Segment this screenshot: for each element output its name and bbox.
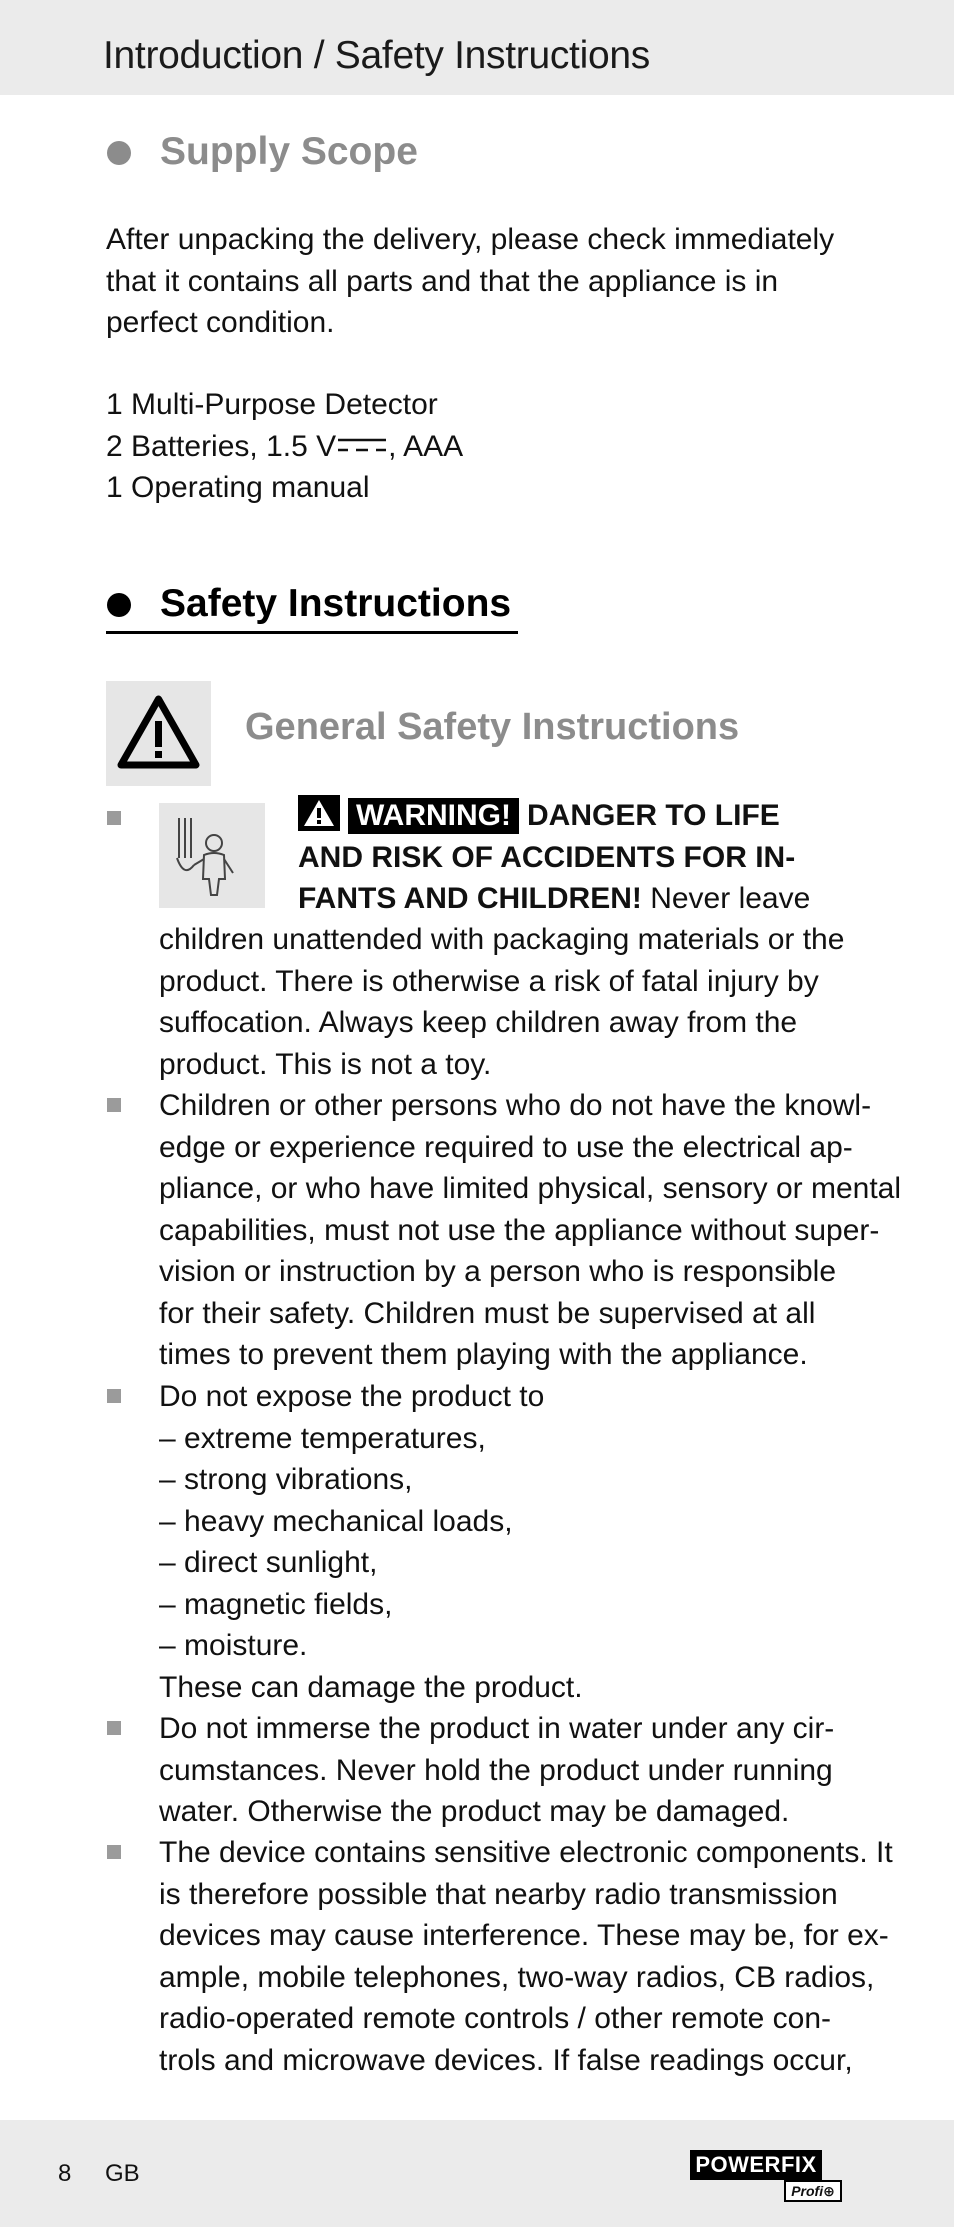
language-code: GB [105, 2160, 140, 2187]
text-line [298, 795, 858, 837]
supply-scope-heading: Supply Scope [160, 130, 418, 173]
list-item: 1 Operating manual [106, 471, 370, 504]
list-item [159, 1708, 859, 1833]
warning-icon-box [106, 681, 211, 786]
text-line: radio-operated remote controls / other remote con- [159, 2002, 831, 2035]
brand-logo-sub [784, 2180, 842, 2202]
text-line: – extreme temperatures, [159, 1421, 486, 1455]
page-header [0, 0, 954, 95]
plus-circle-icon: ⊕ [823, 2183, 835, 2199]
text-line: for their safety. Children must be supervised at all [159, 1296, 816, 1330]
text-line: product. This is not a toy. [159, 1047, 492, 1081]
text-line: Do not immerse the product in water under any cir- [159, 1712, 835, 1745]
text-line: Do not expose the product to [159, 1380, 545, 1413]
text-line: children unattended with packaging materials or the [159, 923, 845, 956]
warning-small-icon [298, 795, 340, 831]
text-line: capabilities, must not use the appliance without super- [159, 1213, 880, 1247]
page-footer [0, 2120, 954, 2227]
text-line: These can damage the product. [159, 1670, 583, 1704]
text-line: product. There is otherwise a risk of fatal injury by [159, 964, 819, 998]
text-line: perfect condition. [106, 306, 335, 339]
text-line: – magnetic fields, [159, 1587, 393, 1621]
brand-logo-main: POWERFIX [690, 2150, 822, 2180]
child-safety-icon [159, 803, 265, 908]
text-line: Children or other persons who do not have the knowl- [159, 1089, 872, 1122]
list-item [159, 1085, 902, 1376]
square-bullet-icon [107, 1845, 121, 1859]
text-line: The device contains sensitive electronic components. It [159, 1836, 893, 1869]
text-line: is therefore possible that nearby radio transmission [159, 1877, 838, 1911]
heading-underline [106, 631, 518, 634]
warning-bold-text: AND RISK OF ACCIDENTS FOR IN- [298, 840, 796, 874]
page-title: Introduction / Safety Instructions [103, 34, 650, 77]
text-line: – direct sunlight, [159, 1546, 378, 1579]
brand-logo-sub-text: Profi [791, 2183, 824, 2199]
square-bullet-icon [107, 1098, 121, 1112]
text-line: devices may cause interference. These may be, for ex- [159, 1919, 889, 1952]
warning-bold-text: FANTS AND CHILDREN! [298, 882, 642, 915]
square-bullet-icon [107, 811, 121, 825]
text-line: suffocation. Always keep children away from the [159, 1006, 798, 1039]
text-line: times to prevent them playing with the appliance. [159, 1338, 808, 1371]
text-line: vision or instruction by a person who is responsible [159, 1255, 837, 1288]
text-line: pliance, or who have limited physical, sensory or mental [159, 1172, 902, 1205]
text-line: trols and microwave devices. If false readings occur, [159, 2043, 853, 2077]
text-line: – moisture. [159, 1629, 308, 1662]
supply-scope-paragraph [106, 219, 886, 344]
text-line: – heavy mechanical loads, [159, 1504, 513, 1538]
safety-instructions-heading: Safety Instructions [160, 582, 512, 625]
brand-logo [690, 2148, 850, 2198]
dc-symbol-icon [336, 428, 388, 454]
list-item-text: 2 Batteries, 1.5 V [106, 429, 337, 463]
warning-text-block [298, 795, 858, 920]
list-item: 1 Multi-Purpose Detector [106, 388, 438, 421]
child-warning-icon-box [159, 803, 265, 908]
list-item-text: , AAA [388, 429, 464, 463]
text-line: that it contains all parts and that the appliance is in [106, 264, 779, 298]
supply-scope-list [106, 384, 886, 509]
warning-bold-text: DANGER TO LIFE [526, 799, 780, 832]
section-bullet-icon [107, 141, 131, 165]
square-bullet-icon [107, 1389, 121, 1403]
text-line [298, 878, 858, 920]
warning-badge: WARNING! [348, 798, 519, 834]
text-line: ample, mobile telephones, two-way radios, CB radios, [159, 1960, 875, 1994]
text-line: water. Otherwise the product may be damaged. [159, 1795, 790, 1828]
text-line: – strong vibrations, [159, 1463, 413, 1496]
general-safety-heading: General Safety Instructions [245, 706, 740, 748]
page-number: 8 [58, 2160, 72, 2187]
text-line: cumstances. Never hold the product under running [159, 1753, 833, 1787]
warning-tail-text: Never leave [641, 882, 811, 915]
text-line: After unpacking the delivery, please check immediately [106, 223, 835, 256]
warning-triangle-icon [106, 681, 211, 786]
square-bullet-icon [107, 1721, 121, 1735]
list-item [159, 1832, 893, 2081]
section-bullet-icon [107, 593, 131, 617]
list-item [106, 426, 886, 468]
text-line: edge or experience required to use the electrical ap- [159, 1130, 853, 1164]
list-item [159, 1376, 859, 1708]
warning-continuation [159, 919, 859, 1085]
